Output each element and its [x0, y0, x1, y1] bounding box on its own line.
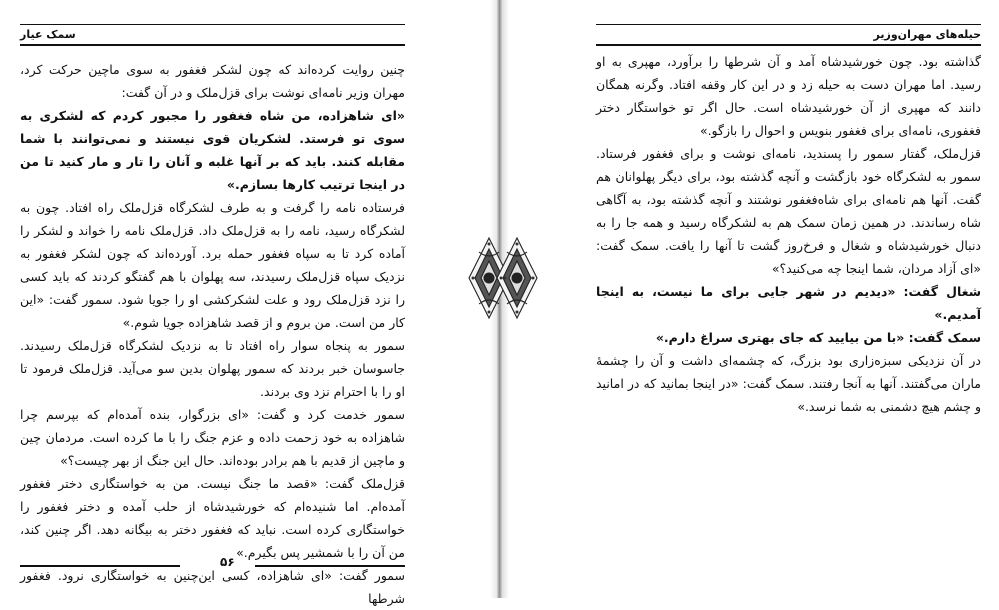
- footer-rule: [255, 565, 405, 567]
- paragraph: قزل‌ملک گفت: «قصد ما جنگ نیست. من به خواستگاری دختر فغفور آمده‌ام. اما شنیده‌ام که خورشیدشاه از حلب آمده و دختر فغفور را خواستگاری کرده است. نباید که فغفور دختر به بیگانه دهد. اگر چنین کند، من آن را با شمشیر پس بگیرم.»: [20, 476, 405, 560]
- header-rule: [20, 24, 405, 25]
- paragraph: سمور به پنجاه سوار راه افتاد تا به نزدیک لشکرگاه قزل‌ملک رسیدند. جاسوسان خبر بردند که سمور پهلوان بدین سو می‌آید. قزل‌ملک فرمود تا او را با احترام نزد وی بردند.: [20, 338, 405, 399]
- left-page-footer: [20, 557, 405, 573]
- header-rule: [596, 24, 981, 25]
- page-number: ۵۶: [220, 555, 235, 569]
- paragraph: فرستاده نامه را گرفت و به طرف لشکرگاه قزل‌ملک راه افتاد. چون به لشکرگاه رسید، نامه را به قزل‌ملک داد. قزل‌ملک نامه را خواند و لشکر را آماده کرد تا به سپاه فغفور حمله برد. آورده‌اند که چون لشکر فغفور به نزدیک سپاه قزل‌ملک رسیدند، سه پهلوان با هم گفتگو کردند که باید کسی را نزد قزل‌ملک رود و علت لشکرکشی او را جویا شود. سمور گفت: «این کار من است. من بروم و از قصد شاهزاده جویا شوم.»: [20, 200, 405, 330]
- paragraph: چنین روایت کرده‌اند که چون لشکر فغفور به سوی ماچین حرکت کرد، مهران وزیر نامه‌ای نوشت برای قزل‌ملک و در آن گفت:: [20, 62, 405, 100]
- paragraph: سمک گفت: «با من بیایید که جای بهتری سراغ دارم.»: [655, 330, 981, 345]
- paragraph: «ای شاهزاده، من شاه فغفور را مجبور کردم که لشکری به سوی تو فرستد. لشکریان قوی نیستند و نمی‌توانند با شما مقابله کنند. باید که بر آنها غلبه و آنان را تار و مار کنید تا من در اینجا ترتیب کارها بسازم.»: [20, 108, 405, 192]
- paragraph: گذاشته بود. چون خورشیدشاه آمد و آن شرطها را برآورد، مهپری به او رسید. اما مهران دست به حیله زد و در این کار وقفه افتاد. وگرنه همگان دانند که مهپری از آن خورشیدشاه است. حال اگر تو خواستگار دختر فغفوری، نامه‌ای برای فغفور بنویس و احوال را بازگو.»: [596, 54, 981, 138]
- left-page-header: [20, 20, 405, 46]
- left-page-body: [20, 58, 405, 610]
- paragraph: سمور گفت: «ای شاهزاده، کسی این‌چنین به خواستگاری نرود. فغفور شرطها: [20, 568, 405, 606]
- footer-rule: [20, 565, 180, 567]
- left-page: [0, 0, 490, 606]
- right-page-body: [596, 50, 981, 418]
- right-page: [509, 0, 999, 598]
- paragraph: در آن نزدیکی سبزه‌زاری بود بزرگ، که چشمه‌ای داشت و آن را چشمهٔ ماران می‌گفتند. آنها به آنجا رفتند. سمک گفت: «در اینجا بمانید که در امانید و چشم هیچ دشمنی به شما نرسد.»: [596, 353, 981, 414]
- left-running-title: سمک عیار: [20, 28, 76, 41]
- paragraph: سمور خدمت کرد و گفت: «ای بزرگوار، بنده آمده‌ام که بپرسم چرا شاهزاده به خود زحمت داده و عزم جنگ را با ما کرده است. مردمان چین و ماچین از قدیم با هم برادر بوده‌اند. حال این جنگ از بهر چیست؟»: [20, 407, 405, 468]
- paragraph: شغال گفت: «دیدیم در شهر جایی برای ما نیست، به اینجا آمدیم.»: [596, 284, 981, 322]
- right-page-header: [596, 20, 981, 46]
- right-running-title: حیله‌های مهران‌وزیر: [873, 28, 981, 41]
- ornament-icon: [439, 232, 565, 324]
- paragraph: قزل‌ملک، گفتار سمور را پسندید، نامه‌ای نوشت و برای فغفور فرستاد. سمور به لشکرگاه خود بازگشت و آنچه گذشته بود، برای دیگر پهلوانان هم گفت. آنها هم نامه‌ای برای شاه‌فغفور نوشتند و آنچه گذشته بود، به آگاهی شاه رساندند. در همین زمان سمک هم به لشکرگاه رسید و همه جا را به دنبال خورشیدشاه و شغال و فرخ‌روز گشت تا آنها را یافت. سمک گفت: «ای آزاد مردان، شما اینجا چه می‌کنید؟»: [596, 146, 981, 276]
